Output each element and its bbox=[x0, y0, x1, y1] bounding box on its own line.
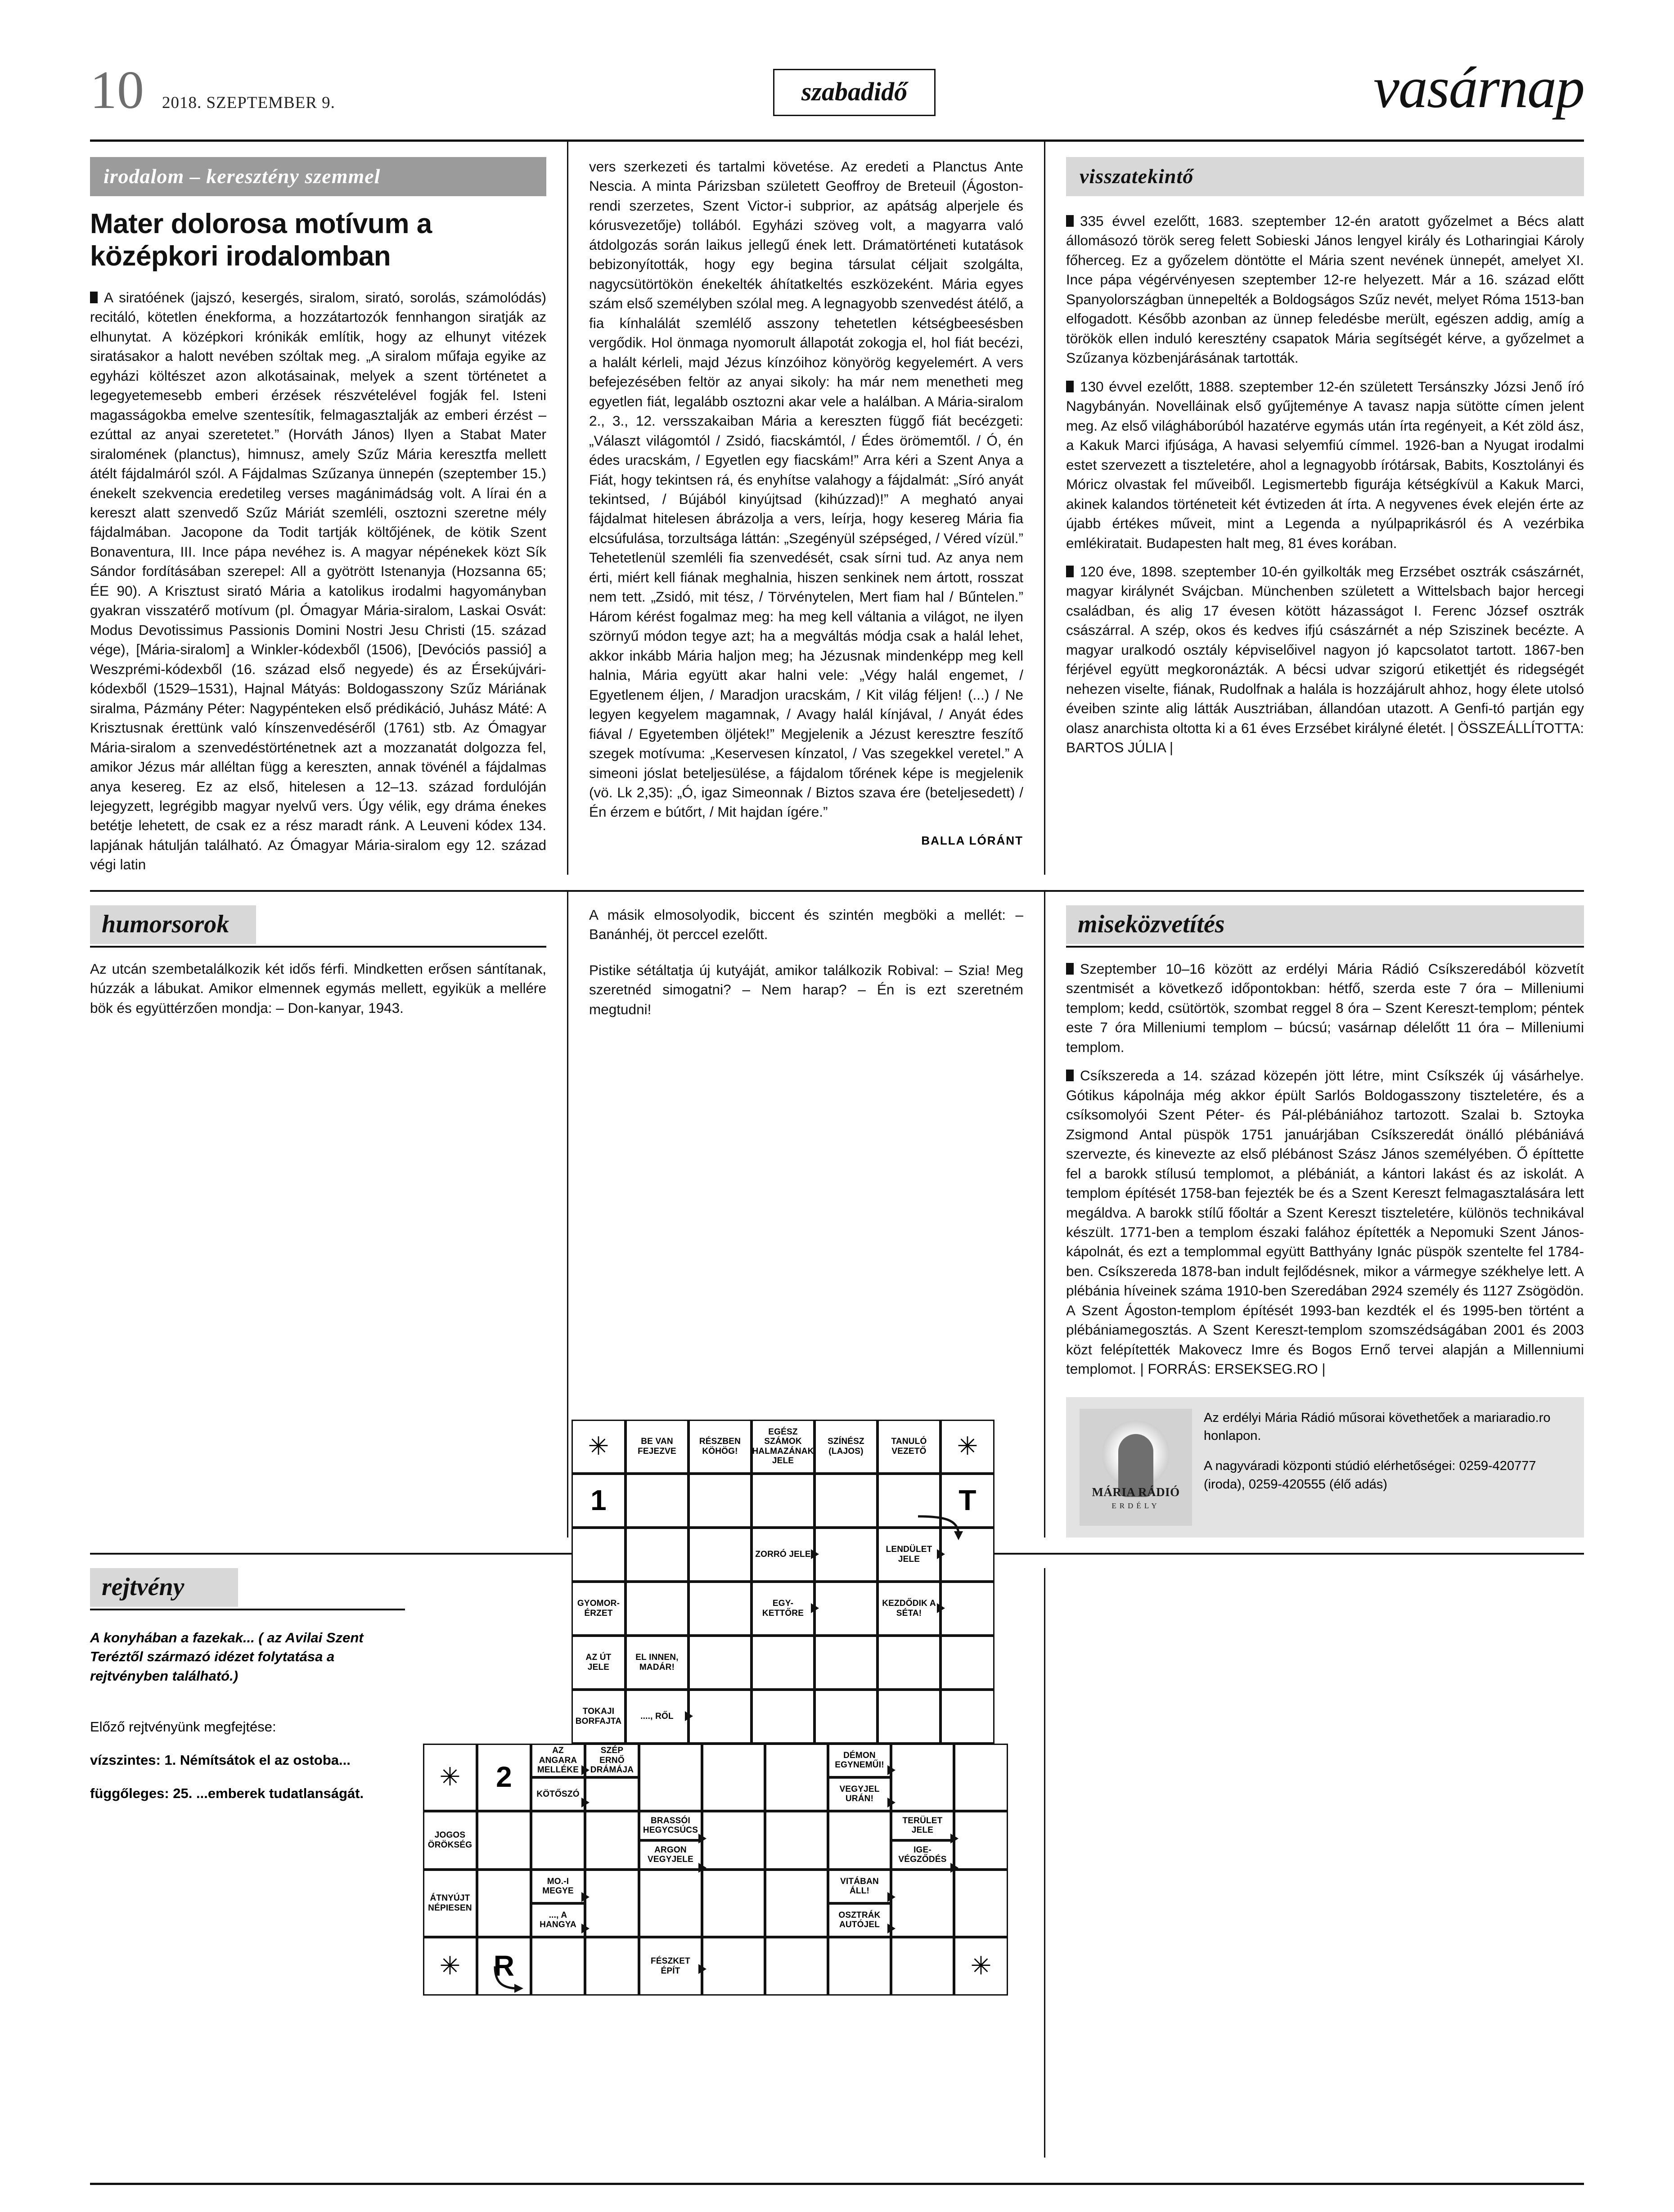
crossword-answer-cell[interactable] bbox=[765, 1811, 828, 1870]
bullet-square-icon bbox=[90, 292, 98, 303]
crossword-direction-arrow-icon bbox=[581, 1798, 590, 1807]
crossword-clue-cell[interactable]: VEGYJEL URÁN! bbox=[828, 1777, 891, 1811]
crossword-clue-cell[interactable]: ZORRÓ JELE bbox=[752, 1528, 814, 1582]
article-body-1 bbox=[90, 288, 546, 875]
crossword-answer-cell[interactable] bbox=[626, 1582, 688, 1636]
crossword-answer-cell[interactable] bbox=[626, 1528, 688, 1582]
radio-promo-text bbox=[1204, 1409, 1570, 1505]
main-columns bbox=[90, 142, 1584, 875]
crossword-clue-cell[interactable]: TERÜLET JELE bbox=[891, 1811, 954, 1840]
crossword-clue-cell[interactable]: RÉSZBEN KÖHÖG! bbox=[688, 1420, 752, 1474]
crossword-clue-cell[interactable]: T bbox=[940, 1474, 994, 1528]
article-title: Mater dolorosa motívum a középkori irodalomban bbox=[90, 208, 432, 272]
crossword-clue-cell[interactable]: FÉSZKET ÉPÍT bbox=[639, 1937, 702, 1996]
crossword-direction-arrow-icon bbox=[887, 1765, 896, 1775]
crossword-direction-arrow-icon bbox=[887, 1924, 896, 1933]
crossword-clue-cell[interactable]: ..., A HANGYA bbox=[531, 1903, 585, 1937]
mise-item-2 bbox=[1066, 1066, 1584, 1379]
puzzle-prev-vertical: függőleges: 25. ...emberek tudatlanságát. bbox=[90, 1785, 364, 1801]
crossword-answer-cell[interactable] bbox=[891, 1744, 954, 1811]
crossword-answer-cell[interactable] bbox=[626, 1474, 688, 1528]
article-byline: BALLA LÓRÁNT bbox=[921, 833, 1023, 847]
crossword-answer-cell[interactable] bbox=[828, 1937, 891, 1996]
crossword-direction-arrow-icon bbox=[811, 1549, 819, 1559]
crossword-clue-cell[interactable]: BRASSÓI HEGYCSÚCS bbox=[639, 1811, 702, 1840]
crossword-clue-cell[interactable]: ✳ bbox=[940, 1420, 994, 1474]
bullet-square-icon bbox=[1066, 1070, 1074, 1081]
article-body-1-text: A siratóének (jajszó, kesergés, siralom, sirató, sorolás, számolódás) recitáló, kötetlen énekforma, a hozzátartozók fennhangon siratják az elhunytat. A középkori krónikák említik, hogy az elhunyt vitézek siratásakor a halott nevében szóltak meg. „A siralom műfaja egyike az egyházi költészet azon alkotásainak, melyek a szent történetet a legegyetemesebb emberi érzések részvételével fogják fel. Isteni magasságokba emelve szentesítik, felmagasztalják az emberi érzést – ezúttal az anyai szeretetet.” (Horváth János) Ilyen a Stabat Mater siralomének (planctus), himnusz, amely Szűz Mária keresztfa mellett átélt fájdalmáról szól. A Fájdalmas Szűzanya ünnepén (szeptember 15.) énekelt szekvencia eredetileg verses magánimádság volt. A lírai én a kereszt alatt szenvedő Szűz Máriát szemléli, osztozni szeretne mély fájdalmában. Jacopone da Todit tartják költőjének, de kötik Szent Bonaventura, III. Ince pápa nevéhez is. A magyar népénekek közt Sík Sándor fordításában szerepel: All a gyötrött Istenanyja (Hozsanna 65; ÉE 90). A Krisztust sirató Mária a katolikus irodalmi hagyományban gyakran visszatérő motívum (pl. Ómagyar Mária-siralom, Laskai Osvát: Modus Devotissimus Passionis Domini Nostri Jesu Christi (15. század vége), [Mária-siralom] a Winkler-kódexből (1506), [Devóciós passió] a Weszprémi-kódexből (16. század első negyede) és az Érsekújvári-kódexből (1529–1531), Hajnal Mátyás: Boldogasszony Szűz Máriának siralma, Pázmány Péter: Nagypénteken első prédikáció, Juhász Máté: A Krisztusnak érettünk való kínszenvedéséről (1761) stb. Az Ómagyar Mária-siralom a szenvedéstörténetnek azt a mozzanatát dolgozza fel, amikor Jézus már alléltan függ a kereszten, annak tövénél a fájdalmas anya kesereg. Ez az első, hitelesen a 12–13. század fordulóján lejegyzett, legrégibb magyar nyelvű vers. Úgy vélik, egy dráma énekes betétje lehetett, de csak ez a rész maradt ránk. A Leuveni kódex 134. lapjának hátulján található. Az Ómagyar Mária-siralom egy 12. század végi latin bbox=[90, 289, 546, 873]
crossword-answer-cell[interactable] bbox=[585, 1811, 639, 1870]
crossword-clue-cell[interactable]: R bbox=[477, 1937, 531, 1996]
crossword-direction-arrow-icon bbox=[685, 1711, 693, 1721]
crossword-answer-cell[interactable] bbox=[814, 1474, 878, 1528]
banner-puzzle-rule bbox=[90, 1609, 405, 1610]
masthead bbox=[90, 55, 1584, 137]
crossword-answer-cell[interactable] bbox=[477, 1870, 531, 1937]
crossword-direction-arrow-icon bbox=[581, 1892, 590, 1902]
banner-literature-title: irodalom – keresztény szemmel bbox=[104, 165, 381, 188]
crossword-answer-cell[interactable] bbox=[765, 1937, 828, 1996]
masthead-left bbox=[90, 60, 335, 120]
page-footer-rule bbox=[90, 2183, 1584, 2185]
section-pill: szabadidő bbox=[773, 69, 936, 116]
retro-item-1 bbox=[1066, 211, 1584, 368]
crossword-clue-cell[interactable]: DÉMON EGYNEMŰI! bbox=[828, 1744, 891, 1777]
radio-brand-sub: ERDÉLY bbox=[1112, 1501, 1160, 1510]
joke-1: Az utcán szembetalálkozik két idős férfi. Mindketten erősen sántítanak, húzzák a lábukat. Amikor elmennek egymás mellett, egyikük a mellére bök és együttérzően mondja: – Don-kanyar, 1943. bbox=[90, 960, 546, 1016]
crossword-answer-cell[interactable] bbox=[688, 1528, 752, 1582]
banner-puzzle: rejtvény bbox=[90, 1568, 238, 1607]
crossword-direction-arrow-icon bbox=[937, 1549, 945, 1559]
crossword-direction-arrow-icon bbox=[698, 1964, 706, 1974]
puzzle-intro: A konyhában a fazekak... ( az Avilai Szent Teréztől származó idézet folytatása a rejtvényben található.) bbox=[90, 1629, 364, 1684]
crossword-answer-cell[interactable] bbox=[752, 1474, 814, 1528]
crossword-direction-arrow-icon bbox=[811, 1603, 819, 1613]
issue-date: 2018. SZEPTEMBER 9. bbox=[162, 94, 335, 112]
crossword-answer-cell[interactable] bbox=[940, 1528, 994, 1582]
crossword-grid[interactable] bbox=[423, 1420, 1044, 2158]
retro-item-2 bbox=[1066, 377, 1584, 553]
crossword-answer-cell[interactable] bbox=[688, 1474, 752, 1528]
mise-item-2-text: Csíkszereda a 14. század közepén jött létre, mint Csíkszék új vásárhelye. Gótikus kápolnája még akkor épült Sarlós Boldogasszony tiszteletére, és a csíksomolyói Szent Péter- és Pál-plébániához tartozott. Szalai b. Sztoyka Zsigmond Antal püspök 1751 januárjában Csíkszeredát önálló plébániává szervezte, és kinevezte az első plébánost Szász János személyében. Ő építtette fel a barokk stílusú templomot, a plébániát, a kántori lakást és az iskolát. A templom építését 1758-ban fejezték be és a Szent Kereszt felmagasztalására lett megáldva. A barokk stílű főoltár a Szent Kereszt tiszteletére, különös technikával készült. 1771-ben a templom északi falához építették a Nepomuki Szent János-kápolnát, és ezt a templommal együtt Batthyány Ignác püspök szentelte fel 1784-ben. Csíkszereda 1878-ban indult fejlődésnek, mikor a vármegye székhelye lett. A plébánia híveinek száma 1910-ben Szeredában 2924 személy és 1127 Zsögödön. A Szent Ágoston-templom építését 1993-ban kezdték el és 1995-ben történt a plébániamegosztás. A Szent Kereszt-templom szomszédságában 2001 és 2003 közt felépítették Makovecz Imre és Bogos Ernő tervei alapján a Millenniumi templomot. | FORRÁS: ERSEKSEG.RO | bbox=[1066, 1067, 1584, 1377]
column-mise bbox=[1044, 892, 1584, 1538]
crossword-clue-cell[interactable]: ARGON VEGYJELE bbox=[639, 1840, 702, 1870]
crossword-answer-cell[interactable] bbox=[752, 1690, 814, 1744]
crossword-answer-cell[interactable] bbox=[828, 1811, 891, 1870]
crossword-answer-cell[interactable] bbox=[531, 1811, 585, 1870]
article-body-2: vers szerkezeti és tartalmi követése. Az eredeti a Planctus Ante Nescia. A minta Párizsban született Geoffroy de Breteuil (Ágoston-rendi szerzetes, Szent Victor-i subprior, az apátság alperjele és kórusvezetője) tollából. Egyházi szöveg volt, a magyarra való átdolgozás során laikus jellegű ének lett. Drámatörténeti kutatások bebizonyították, hogy egy begina társulat céljait szolgálta, nagycsütörtökön énekelték áhítatkeltés eszközeként. Mária egyes szám első személyben szólal meg. A legnagyobb szenvedést átélő, a fia kínhalálát szemlélő asszony tehetetlen kétségbeesésben vergődik. Hol önmaga nyomorult állapotát zokogja el, hol fiát becézi, a halált kérleli, majd Jézus kínzóihoz könyörög kegyelemért. A vers befejezésében feltör az anyai sikoly: ha már nem menetheti meg egyetlen fiát, legalább osztozni akar vele a halálban. A Mária-siralom 2., 3., 12. versszakaiban Mária a kereszten függő fiát becézgeti: „Választ világomtól / Zsidó, fiacskámtól, / Édes örömemtől. / Ó, én édes uracskám, / Egyetlen egy fiacskám!” Arra kéri a Szent Anya a Fiát, hogy tekintsen rá, és enyhítse valahogy a fájdalmát: „Síró anyát tekintsed, / Bújából kinyújtsad (kihúzzad)!” A megható anyai fájdalmat hitelesen ábrázolja a vers, leírja, hogy kesereg Mária fia elcsúfulása, torzultsága láttán: „Szegényül szépséged, / Véred vízül.” Tehetetlenül szemléli fia szenvedését, csak sírni tud. Az anya nem érti, miért kell fiának meghalnia, hiszen senkinek nem ártott, rosszat nem tett. „Zsidó, mit tész, / Törvénytelen, Mert fiam hal / Bűntelen.” Három kérést fogalmaz meg: ha meg kell váltania a világot, ne ilyen szörnyű módon tegye azt; ha a megváltás módja csak a halál lehet, akkor inkább Mária haljon meg; ha Jézusnak mindenképp meg kell halnia, Mária együtt akar halni vele: „Végy halál engemet, / Egyetlenem éljen, / Maradjon uracskám, / Kit világ féljen! (...) / Ne legyen kegyelem magamnak, / Avagy halál kínjával, / Anyát édes fiával / Egyetemben öljétek!” Megjelenik a Jézust keresztre feszítő szegek motívuma: „Keservesen kínzatol, / Vas szegekkel veretel.” A simeoni jóslat beteljesülése, a fájdalom tőrének képe is megjelenik (vö. Lk 2,35): „Ó, igaz Simeonnak / Biztos szava ére (beteljesedett) / Én érzem e bútőrt, / Mit hajdan ígére.” bbox=[589, 158, 1023, 820]
crossword-answer-cell[interactable] bbox=[954, 1870, 1008, 1937]
bullet-square-icon bbox=[1066, 381, 1074, 392]
crossword-answer-cell[interactable] bbox=[954, 1811, 1008, 1870]
banner-mise-rule bbox=[1066, 946, 1584, 948]
crossword-clue-cell[interactable]: AZ ANGARA MELLÉKE bbox=[531, 1744, 585, 1777]
crossword-answer-cell[interactable] bbox=[878, 1690, 940, 1744]
radio-brand-title: MÁRIA RÁDIÓ bbox=[1092, 1485, 1180, 1499]
crossword-direction-arrow-icon bbox=[698, 1834, 706, 1843]
crossword-answer-cell[interactable] bbox=[639, 1870, 702, 1937]
crossword-clue-cell[interactable]: KÖTŐSZÓ bbox=[531, 1777, 585, 1811]
crossword-direction-arrow-icon bbox=[887, 1892, 896, 1902]
crossword-answer-cell[interactable] bbox=[702, 1744, 765, 1811]
retro-item-3 bbox=[1066, 562, 1584, 758]
column-retrospective bbox=[1044, 142, 1584, 875]
crossword-answer-cell[interactable] bbox=[940, 1690, 994, 1744]
crossword-answer-cell[interactable] bbox=[585, 1870, 639, 1937]
crossword-direction-arrow-icon bbox=[581, 1924, 590, 1933]
banner-mise: miseközvetítés bbox=[1066, 905, 1584, 944]
crossword-answer-cell[interactable] bbox=[954, 1744, 1008, 1811]
maria-radio-logo bbox=[1080, 1409, 1192, 1526]
crossword-answer-cell[interactable] bbox=[891, 1937, 954, 1996]
banner-humor: humorsorok bbox=[90, 905, 256, 944]
radio-text-2: A nagyváradi központi stúdió elérhetőségei: 0259-420777 (iroda), 0259-420555 (élő adás) bbox=[1204, 1458, 1536, 1492]
paper-logo: vasárnap bbox=[1373, 55, 1584, 120]
crossword-clue-cell[interactable]: ✳ bbox=[954, 1937, 1008, 1996]
crossword-answer-cell[interactable] bbox=[814, 1690, 878, 1744]
bullet-square-icon bbox=[1066, 963, 1074, 975]
crossword-answer-cell[interactable] bbox=[572, 1528, 626, 1582]
crossword-answer-cell[interactable] bbox=[531, 1937, 585, 1996]
crossword-direction-arrow-icon bbox=[698, 1863, 706, 1873]
crossword-clue-cell[interactable]: VITÁBAN ÁLL! bbox=[828, 1870, 891, 1903]
crossword-clue-cell[interactable]: KEZDŐDIK A SÉTA! bbox=[878, 1582, 940, 1636]
section-label bbox=[773, 69, 936, 116]
column-puzzle-spacer bbox=[1044, 1568, 1584, 2158]
column-literature-continued bbox=[567, 142, 1044, 875]
banner-humor-rule bbox=[90, 946, 546, 948]
crossword-clue-cell[interactable]: ...., RŐL bbox=[626, 1690, 688, 1744]
crossword-clue-cell[interactable]: ✳ bbox=[423, 1937, 477, 1996]
bullet-square-icon bbox=[1066, 215, 1074, 227]
crossword-direction-arrow-icon bbox=[581, 1765, 590, 1775]
crossword-clue-cell[interactable]: TOKAJI BORFAJTA bbox=[572, 1690, 626, 1744]
crossword-clue-cell[interactable]: IGE-VÉGZŐDÉS bbox=[891, 1840, 954, 1870]
crossword-direction-arrow-icon bbox=[887, 1798, 896, 1807]
crossword-answer-cell[interactable] bbox=[688, 1690, 752, 1744]
column-crossword bbox=[423, 1427, 1044, 2158]
crossword-clue-cell[interactable]: JOGOS ÖRÖKSÉG bbox=[423, 1811, 477, 1870]
crossword-direction-arrow-icon bbox=[950, 1834, 958, 1843]
mise-item-1-text: Szeptember 10–16 között az erdélyi Mária Rádió Csíkszeredából közvetít szentmisét a következő időpontokban: hétfő, szerda este 7 óra – Milleniumi templom; kedd, csütörtök, szombat reggel 8 óra – Szent Kereszt-templom; péntek este 7 óra Milleniumi templom – búcsú; vasárnap délelőtt 11 óra – Milleniumi templom. bbox=[1066, 960, 1584, 1055]
crossword-answer-cell[interactable] bbox=[940, 1582, 994, 1636]
crossword-answer-cell[interactable] bbox=[688, 1582, 752, 1636]
banner-literature bbox=[90, 157, 546, 196]
crossword-answer-cell[interactable] bbox=[878, 1636, 940, 1690]
joke-1-continued: A másik elmosolyodik, biccent és szintén megböki a mellét: – Banánhéj, öt perccel ezelőtt. bbox=[589, 906, 1023, 943]
column-puzzle-text bbox=[90, 1568, 423, 2158]
crossword-clue-cell[interactable]: SZÍNÉSZ (LAJOS) bbox=[814, 1420, 878, 1474]
page-number: 10 bbox=[90, 60, 144, 120]
crossword-clue-cell[interactable]: AZ ÚT JELE bbox=[572, 1636, 626, 1690]
radio-text-1: Az erdélyi Mária Rádió műsorai követhetőek a mariaradio.ro honlapon. bbox=[1204, 1410, 1551, 1443]
crossword-answer-cell[interactable] bbox=[702, 1937, 765, 1996]
radio-promo-box bbox=[1066, 1397, 1584, 1538]
crossword-clue-cell[interactable]: ✳ bbox=[572, 1420, 626, 1474]
crossword-answer-cell[interactable] bbox=[814, 1636, 878, 1690]
crossword-clue-cell[interactable]: TANULÓ VEZETŐ bbox=[878, 1420, 940, 1474]
crossword-clue-cell[interactable]: EGÉSZ SZÁMOK HALMAZÁNAK JELE bbox=[752, 1420, 814, 1474]
radio-brand-name bbox=[1080, 1485, 1192, 1511]
crossword-clue-cell[interactable]: ÁTNYÚJT NÉPIESEN bbox=[423, 1870, 477, 1937]
crossword-clue-cell[interactable]: OSZTRÁK AUTÓJEL bbox=[828, 1903, 891, 1937]
crossword-clue-cell[interactable]: MO.-I MEGYE bbox=[531, 1870, 585, 1903]
crossword-answer-cell[interactable] bbox=[752, 1636, 814, 1690]
crossword-clue-cell[interactable]: ✳ bbox=[423, 1744, 477, 1811]
crossword-clue-cell[interactable]: LENDÜLET JELE bbox=[878, 1528, 940, 1582]
crossword-answer-cell[interactable] bbox=[639, 1744, 702, 1811]
crossword-answer-cell[interactable] bbox=[814, 1582, 878, 1636]
crossword-answer-cell[interactable] bbox=[765, 1870, 828, 1937]
crossword-clue-cell[interactable]: 2 bbox=[477, 1744, 531, 1811]
crossword-clue-cell[interactable]: BE VAN FEJEZVE bbox=[626, 1420, 688, 1474]
crossword-direction-arrow-icon bbox=[950, 1863, 958, 1873]
crossword-answer-cell[interactable] bbox=[585, 1777, 639, 1811]
column-literature bbox=[90, 142, 567, 875]
crossword-direction-arrow-icon bbox=[937, 1603, 945, 1613]
retro-item-2-text: 130 évvel ezelőtt, 1888. szeptember 12-én született Tersánszky Józsi Jenő író Nagybányán. Novelláinak első gyűjteménye A tavasz napja sütötte címen jelent meg. Az első világháborúból hazatérve egymás után írta regényeit, a Két zöld ász, a Kakuk Marci ifjúsága, A havasi selyemfiú címmel. 1926-ban a Nyugat irodalmi estet szervezett a tiszteletére, ahol a legnagyobb írótársak, Babits, Kosztolányi és Móricz olvastak fel műveiből. Legismertebb figurája kétségkívül a Kakuk Marci, akinek kalandos történeteit két évtizeden át írta. A negyvenes évek elején érte az újabb értékes műveit, mint a Legenda a nyúlpaprikásról és A vezérbika emlékiratait. Budapesten halt meg, 81 éves korában. bbox=[1066, 378, 1584, 551]
crossword-answer-cell[interactable] bbox=[765, 1744, 828, 1811]
crossword-answer-cell[interactable] bbox=[940, 1636, 994, 1690]
crossword-answer-cell[interactable] bbox=[878, 1474, 940, 1528]
retro-item-3-text: 120 éve, 1898. szeptember 10-én gyilkolták meg Erzsébet osztrák császárnét, magyar királynét Svájcban. Münchenben született a Wittelsbach bajor hercegi családban, és alig 17 évesen kötött házasságot I. Ferenc József osztrák császárral. A szép, okos és kedves ifjú császárnét a nép Sziszinek becézte. A magyar uralkodó osztály képviselőivel nagyon jó kapcsolatot tartott. 1867-ben férjével együtt megkoronázták. A bécsi udvar szigorú etikettjét és ridegségét nehezen viselte, fiának, Rudolfnak a halála is hozzájárult ahhoz, hogy élete utolsó éveiben szinte alig látták Ausztriában, állandóan utazott. A Genfi-tó partján egy olasz anarchista oltotta ki a 61 éves Erzsébet királyné életét. | ÖSSZEÁLLÍTOTTA: BARTOS JÚLIA | bbox=[1066, 563, 1584, 756]
crossword-answer-cell[interactable] bbox=[702, 1870, 765, 1937]
crossword-clue-cell[interactable]: EL INNEN, MADÁR! bbox=[626, 1636, 688, 1690]
crossword-answer-cell[interactable] bbox=[891, 1870, 954, 1937]
crossword-answer-cell[interactable] bbox=[477, 1811, 531, 1870]
crossword-answer-cell[interactable] bbox=[702, 1811, 765, 1870]
crossword-answer-cell[interactable] bbox=[585, 1937, 639, 1996]
mise-item-1 bbox=[1066, 959, 1584, 1057]
joke-2: Pistike sétáltatja új kutyáját, amikor találkozik Robival: – Szia! Meg szeretnéd simogatni? – Nem harap? – Én is ezt szeretném megtudni! bbox=[589, 962, 1023, 1017]
retro-item-1-text: 335 évvel ezelőtt, 1683. szeptember 12-én aratott győzelmet a Bécs alatt állomásozó török sereg felett Sobieski János lengyel király és Lotharingiai Károly főherceg. Ez a győzelem döntötte el Mária szent nevének ünnepét, amelyet XI. Ince pápa végérvényesen szeptember 12-re helyezett. Már a 16. század előtt Spanyolországban ünnepelték a Boldogságos Szűz nevét, melyet Róma 1513-ban elfogadott. Később azonban az ünnep feledésbe merült, egészen addig, amíg a törökök ellen induló keresztény csapatok Mária segítségét kérve, a győzelmet a Szűzanya közbenjárásának tartották. bbox=[1066, 213, 1584, 366]
crossword-clue-cell[interactable]: 1 bbox=[572, 1474, 626, 1528]
crossword-clue-cell[interactable]: GYOMOR-ÉRZET bbox=[572, 1582, 626, 1636]
puzzle-prev-horizontal: vízszintes: 1. Némítsátok el az ostoba... bbox=[90, 1752, 351, 1768]
puzzle-prev-label: Előző rejtvényünk megfejtése: bbox=[90, 1719, 276, 1735]
crossword-clue-cell[interactable]: SZÉP ERNŐ DRÁMÁJA bbox=[585, 1744, 639, 1777]
crossword-clue-cell[interactable]: EGY-KETTŐRE bbox=[752, 1582, 814, 1636]
bullet-square-icon bbox=[1066, 566, 1074, 577]
banner-retrospective-title: visszatekintő bbox=[1080, 165, 1194, 188]
banner-retrospective bbox=[1066, 157, 1584, 196]
crossword-answer-cell[interactable] bbox=[814, 1528, 878, 1582]
crossword-answer-cell[interactable] bbox=[688, 1636, 752, 1690]
